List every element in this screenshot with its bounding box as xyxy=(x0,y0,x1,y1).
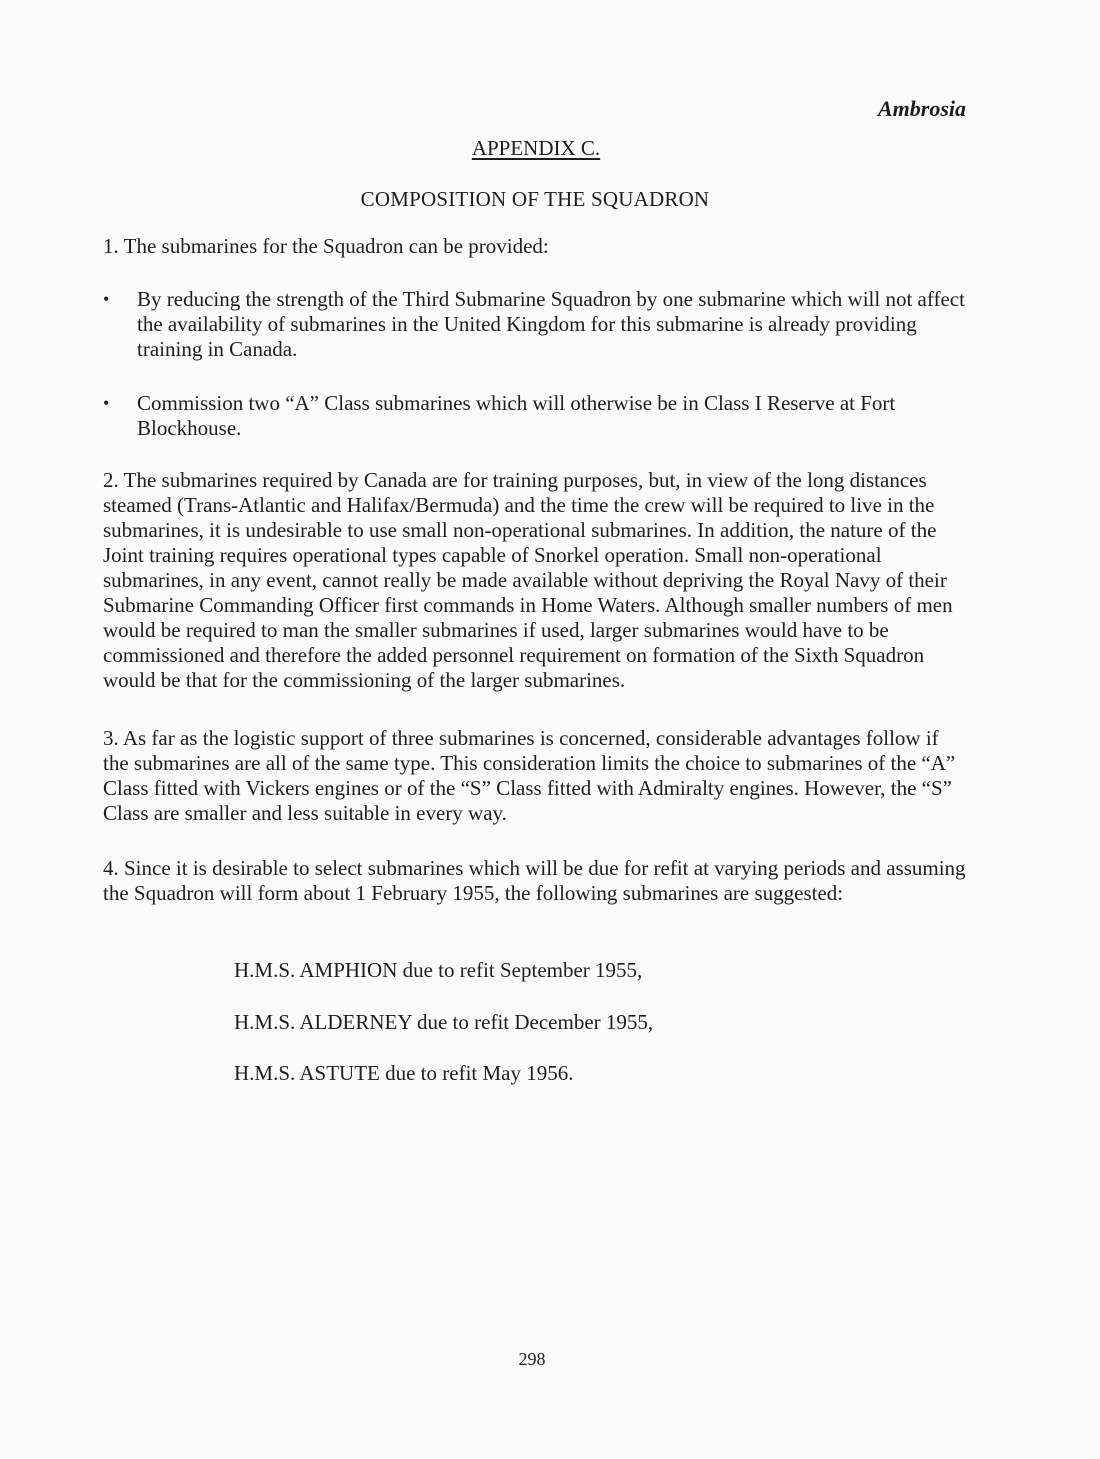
page-number: 298 xyxy=(518,1349,546,1369)
vessel-item: H.M.S. ASTUTE due to refit May 1956. xyxy=(234,1061,574,1085)
paragraph-4: 4. Since it is desirable to select submarines which will be due for refit at varying periods and assuming the Squadron will form about 1 February 1955, the following submarines are suggested: xyxy=(103,856,966,905)
bullet-icon: • xyxy=(103,393,110,413)
bullet-text: Commission two “A” Class submarines which will otherwise be in Class I Reserve at Fort Blockhouse. xyxy=(137,391,896,440)
paragraph-1: 1. The submarines for the Squadron can be provided: xyxy=(103,234,549,258)
running-head: Ambrosia xyxy=(877,96,966,121)
appendix-title: APPENDIX C. xyxy=(471,136,601,160)
paragraph-2: 2. The submarines required by Canada are for training purposes, but, in view of the long distances steamed (Trans-Atlantic and Halifax/Bermuda) and the time the crew will be required to live in the submarines, it is undesirable to use small non-operational submarines. In addition, the nature of the Joint training requires operational types capable of Snorkel operation. Small non-operational submarines, in any event, cannot really be made available without depriving the Royal Navy of their Submarine Commanding Officer first commands in Home Waters. Although smaller numbers of men would be required to man the smaller submarines if used, larger submarines would have to be commissioned and therefore the added personnel requirement on formation of the Sixth Squadron would be that for the commissioning of the larger submarines. xyxy=(103,468,953,692)
section-title: COMPOSITION OF THE SQUADRON xyxy=(360,187,710,211)
paragraph-3: 3. As far as the logistic support of three submarines is concerned, considerable advantages follow if the submarines are all of the same type. This consideration limits the choice to submarines of the “A” Class fitted with Vickers engines or of the “S” Class fitted with Admiralty engines. However, the “S” Class are smaller and less suitable in every way. xyxy=(103,726,956,825)
bullet-icon: • xyxy=(103,289,110,309)
vessel-item: H.M.S. AMPHION due to refit September 1955, xyxy=(234,958,643,982)
vessel-item: H.M.S. ALDERNEY due to refit December 1955, xyxy=(234,1010,654,1034)
bullet-text: By reducing the strength of the Third Submarine Squadron by one submarine which will not affect the availability of submarines in the United Kingdom for this submarine is already providing training in Canada. xyxy=(137,287,965,361)
